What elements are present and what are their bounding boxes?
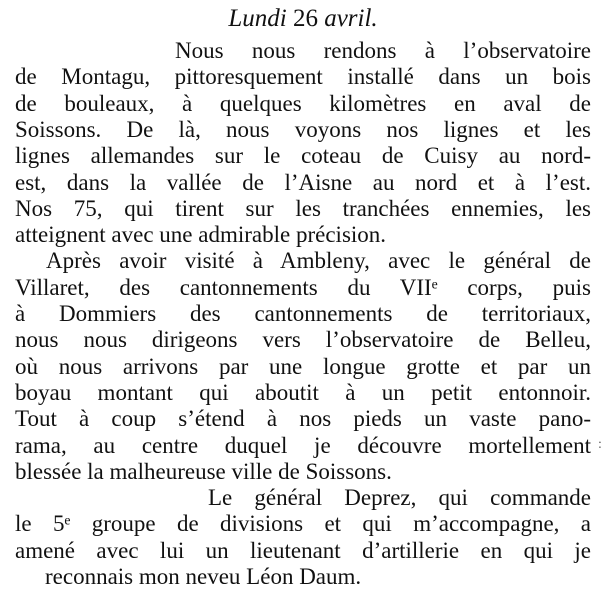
text-line-21: reconnais mon neveu Léon Daum. bbox=[45, 564, 362, 589]
text-line-10: Villaret, des cantonnements du VIIᵉ corps, puis bbox=[15, 274, 591, 300]
text-line-6: est, dans la vallée de l’Aisne au nord et à l’est. bbox=[15, 169, 591, 195]
text-line-15: Tout à coup s’étend à nos pieds un vaste pano- bbox=[15, 406, 591, 432]
text-line-19: le 5ᵉ groupe de divisions et qui m’accompagne, a bbox=[15, 511, 591, 537]
text-line-12: nous nous dirigeons vers l’observatoire de Belleu, bbox=[15, 327, 591, 353]
text-line-16: rama, au centre duquel je découvre mortellement bbox=[15, 432, 591, 458]
text-line-5: lignes allemandes sur le coteau de Cuisy au nord- bbox=[15, 143, 591, 169]
text-line-1: Nous nous rendons à l’observatoire bbox=[175, 38, 591, 63]
heading-date: 26 bbox=[292, 5, 318, 32]
text-line-20: amené avec lui un lieutenant d’artillerie en qui je bbox=[15, 537, 591, 563]
entry-date-heading bbox=[0, 4, 606, 34]
text-line-2: de Montagu, pittoresquement installé dans un bois bbox=[15, 64, 591, 90]
heading-month: avril. bbox=[324, 5, 378, 32]
text-line-3: de bouleaux, à quelques kilomètres en aval de bbox=[15, 90, 591, 116]
text-line-7: Nos 75, qui tirent sur les tranchées ennemies, les bbox=[15, 195, 591, 221]
heading-day: Lundi bbox=[228, 5, 287, 32]
text-line-13: où nous arrivons par une longue grotte et par un bbox=[15, 353, 591, 379]
margin-speck: : bbox=[598, 437, 602, 452]
text-line-17: blessée la malheureuse ville de Soissons. bbox=[15, 458, 392, 484]
text-line-9: Après avoir visité à Ambleny, avec le général de bbox=[46, 248, 591, 274]
text-line-18: Le général Deprez, qui commande bbox=[208, 485, 591, 511]
text-line-8: atteignent avec une admirable précision. bbox=[15, 222, 387, 248]
text-line-14: boyau montant qui aboutit à un petit entonnoir. bbox=[15, 379, 591, 405]
text-line-11: à Dommiers des cantonnements de territoriaux, bbox=[15, 301, 591, 326]
text-line-4: Soissons. De là, nous voyons nos lignes et les bbox=[15, 116, 591, 142]
